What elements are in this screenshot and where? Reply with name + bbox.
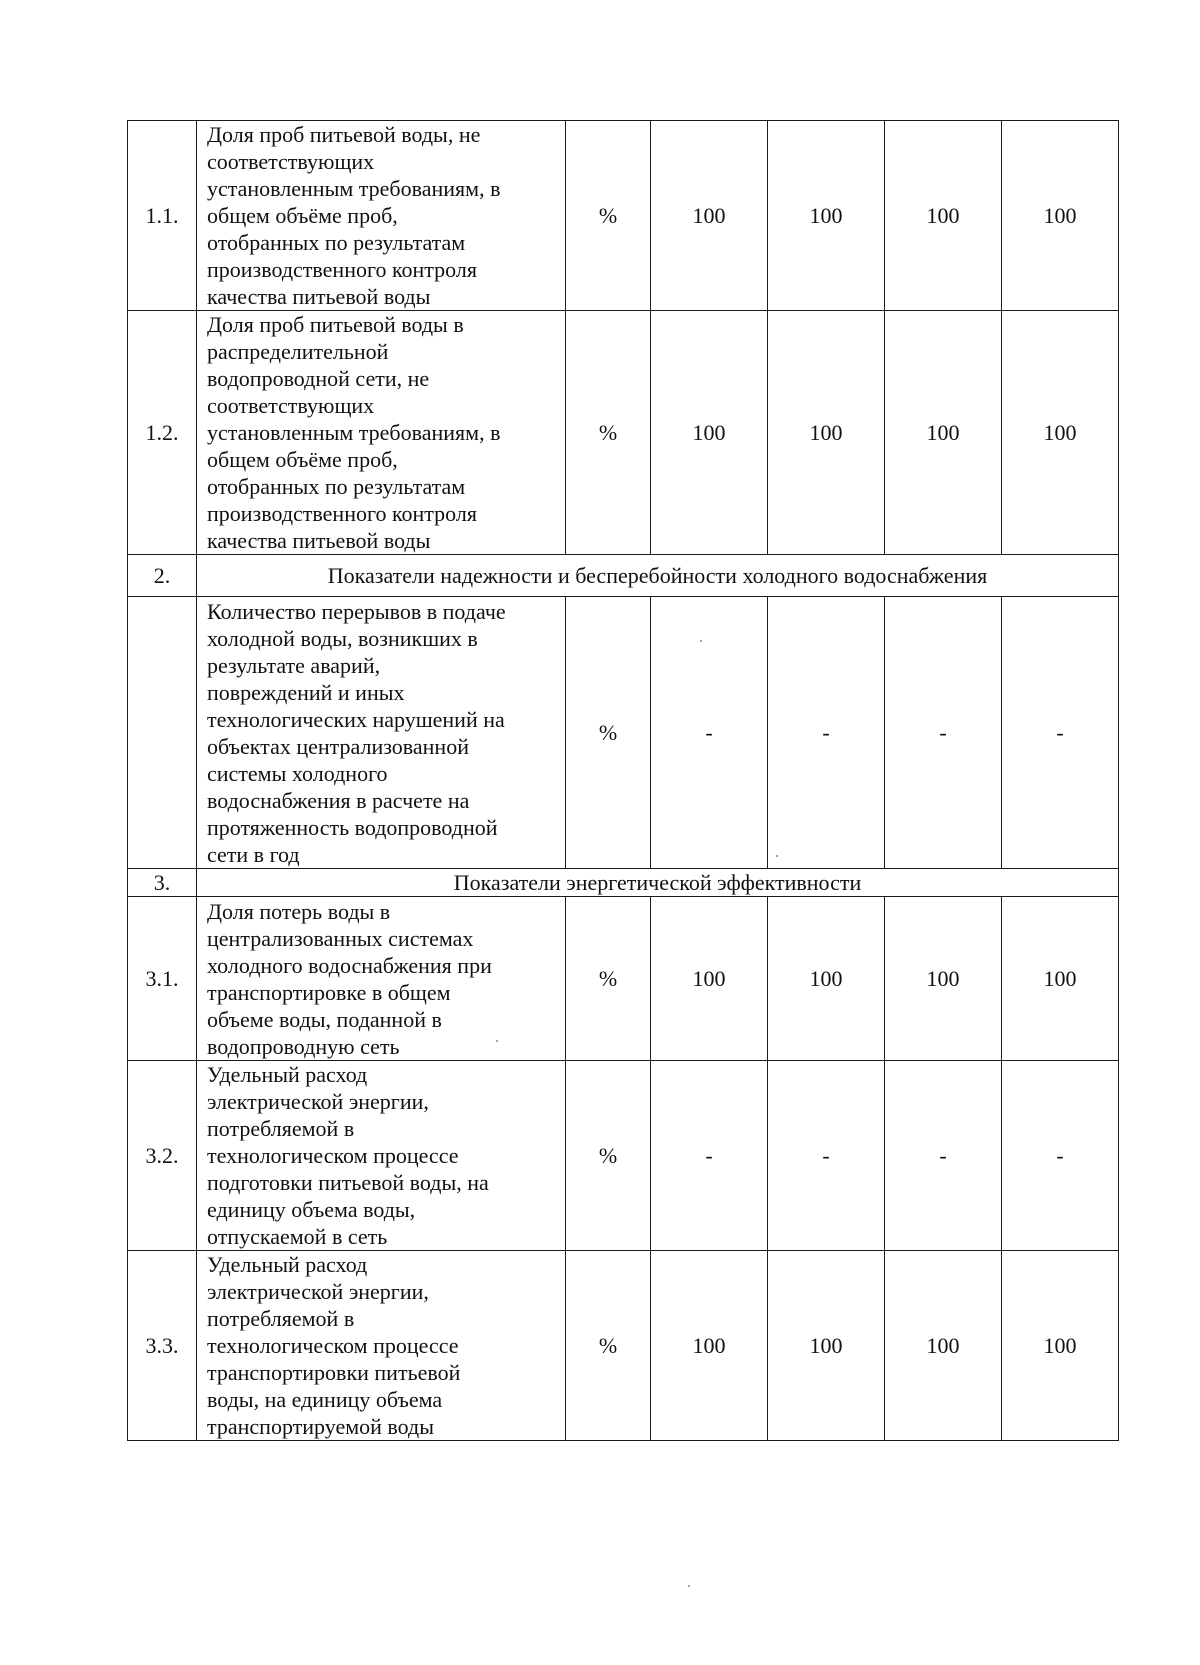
indicator-name (197, 597, 566, 869)
value-cell: - (768, 1061, 885, 1251)
indicator-name (197, 311, 566, 555)
value-cell: - (885, 597, 1002, 869)
value-cell: 100 (651, 311, 768, 555)
table-row (128, 1251, 1119, 1441)
table-row (128, 311, 1119, 555)
value-cell: 100 (768, 1251, 885, 1441)
value-cell: 100 (768, 897, 885, 1061)
value-cell: 100 (651, 1251, 768, 1441)
value-cell: 100 (651, 121, 768, 311)
indicator-name-text: Удельный расход электрической энергии, потребляемой в технологическом процессе транспортировки питьевой воды, на единицу объема транспортируемой воды (207, 1252, 461, 1439)
value-cell: - (885, 1061, 1002, 1251)
scan-speck (700, 640, 702, 642)
row-number: 1.2. (128, 311, 197, 555)
indicator-name (197, 121, 566, 311)
value-cell: 100 (885, 897, 1002, 1061)
section-number: 3. (128, 869, 197, 897)
indicator-name-text: Доля потерь воды в централизованных системах холодного водоснабжения при транспортировке в общем объеме воды, поданной в водопроводную сеть (207, 898, 492, 1059)
indicators-table (127, 120, 1119, 1441)
table-row (128, 121, 1119, 311)
value-cell: 100 (768, 121, 885, 311)
row-number: 1.1. (128, 121, 197, 311)
indicator-name-text: Удельный расход электрической энергии, потребляемой в технологическом процессе подготовки питьевой воды, на единицу объема воды, отпускаемой в сеть (207, 1062, 489, 1249)
indicator-name (197, 1251, 566, 1441)
section-row (128, 869, 1119, 897)
section-title: Показатели энергетической эффективности (197, 869, 1119, 897)
value-cell: 100 (1002, 1251, 1119, 1441)
unit-cell: % (566, 897, 651, 1061)
row-number (128, 597, 197, 869)
section-row (128, 555, 1119, 597)
scan-speck (776, 855, 778, 857)
value-cell: 100 (885, 1251, 1002, 1441)
value-cell: 100 (885, 311, 1002, 555)
value-cell: - (1002, 597, 1119, 869)
unit-cell: % (566, 311, 651, 555)
value-cell: - (651, 1061, 768, 1251)
row-number: 3.3. (128, 1251, 197, 1441)
scan-speck (688, 1585, 690, 1587)
table-row (128, 897, 1119, 1061)
table-row (128, 1061, 1119, 1251)
value-cell: - (768, 597, 885, 869)
indicator-name-text: Доля проб питьевой воды в распределительной водопроводной сети, не соответствующих установленным требованиям, в общем объёме проб, отобранных по результатам производственного контроля качества питьевой воды (207, 312, 501, 553)
row-number: 3.1. (128, 897, 197, 1061)
unit-cell: % (566, 121, 651, 311)
value-cell: 100 (1002, 311, 1119, 555)
value-cell: - (1002, 1061, 1119, 1251)
row-number: 3.2. (128, 1061, 197, 1251)
value-cell: 100 (1002, 897, 1119, 1061)
value-cell: 100 (1002, 121, 1119, 311)
indicator-name (197, 1061, 566, 1251)
value-cell: 100 (885, 121, 1002, 311)
section-number: 2. (128, 555, 197, 597)
section-title: Показатели надежности и бесперебойности холодного водоснабжения (197, 555, 1119, 597)
unit-cell: % (566, 597, 651, 869)
table-row (128, 597, 1119, 869)
value-cell: - (651, 597, 768, 869)
value-cell: 100 (768, 311, 885, 555)
indicator-name-text: Количество перерывов в подаче холодной воды, возникших в результате аварий, повреждений и иных технологических нарушений на объектах централизованной системы холодного водоснабжения в расчете на протяженность водопроводной сети в год (207, 598, 506, 867)
indicator-name (197, 897, 566, 1061)
indicator-name-text: Доля проб питьевой воды, не соответствующих установленным требованиям, в общем объёме проб, отобранных по результатам производственного контроля качества питьевой воды (207, 122, 501, 309)
unit-cell: % (566, 1061, 651, 1251)
unit-cell: % (566, 1251, 651, 1441)
scan-speck (496, 1040, 498, 1042)
value-cell: 100 (651, 897, 768, 1061)
